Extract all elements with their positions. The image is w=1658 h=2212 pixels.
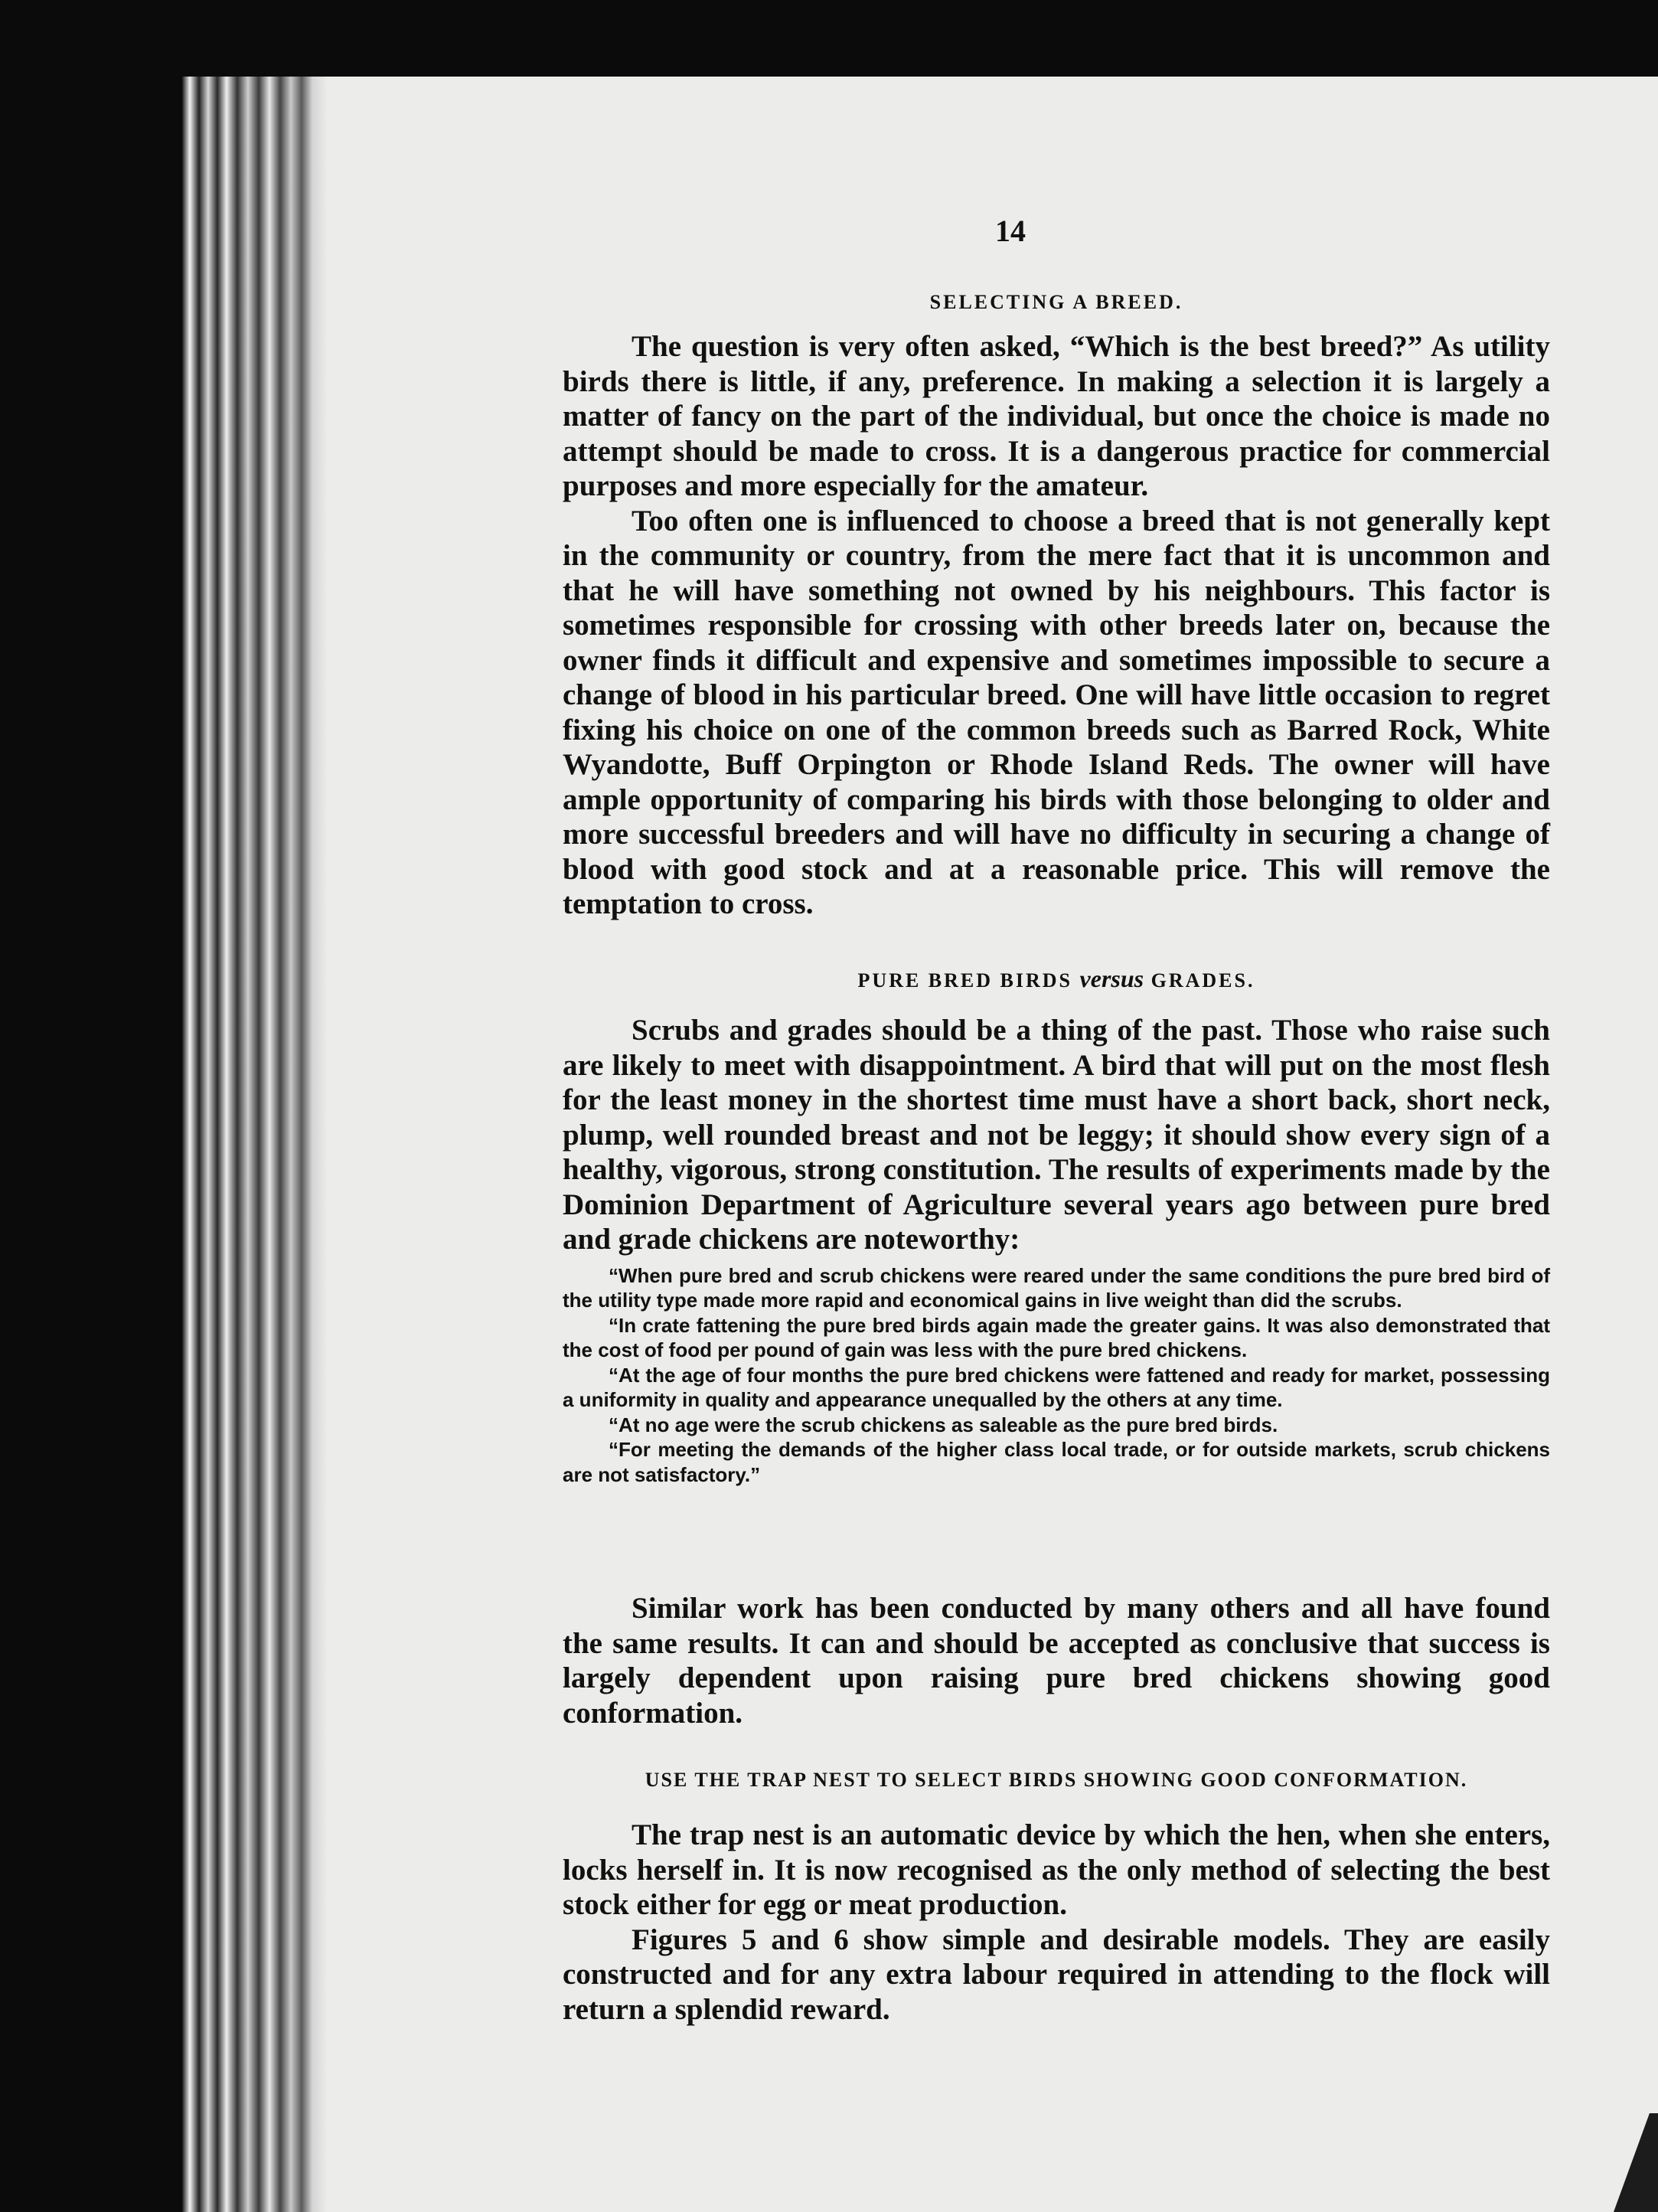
paragraph: Figures 5 and 6 show simple and desirable models. They are easily constructed and for any extra labour required in attending to the flock will return a splendid reward. [563, 1923, 1550, 2026]
quotation: “At the age of four months the pure bred chickens were fattened and ready for market, possessing a uniformity in quality and appearance unequalled by the others at any time. [563, 1363, 1550, 1411]
section-closing-paragraph [563, 1591, 1550, 1730]
section-heading: USE THE TRAP NEST TO SELECT BIRDS SHOWING GOOD CONFORMATION. [645, 1769, 1468, 1791]
section-heading: SELECTING A BREED. [929, 291, 1183, 313]
paragraph: Scrubs and grades should be a thing of the past. Those who raise such are likely to meet with disappointment. A bird that will put on the most flesh for the least money in the shortest time must have a short back, short neck, plump, well rounded breast and not be leggy; it should show every sign of a healthy, vigorous, strong constitution. The results of experiments made by the Dominion Department of Agriculture several years ago between pure bred and grade chickens are noteworthy: [563, 1014, 1550, 1256]
paragraph: Too often one is influenced to choose a breed that is not generally kept in the community or country, from the mere fact that it is uncommon and that he will have something not owned by his neighbours. This factor is sometimes responsible for crossing with other breeds later on, because the owner finds it difficult and expensive and sometimes impossible to secure a change of blood in his particular breed. One will have little occasion to regret fixing his choice on one of the common breeds such as Barred Rock, White Wyandotte, Buff Orpington or Rhode Island Reds. The owner will have ample opportunity of comparing his birds with those belonging to older and more successful breeders and will have no difficulty in securing a change of blood with good stock and at a reasonable price. This will remove the temptation to cross. [563, 504, 1550, 920]
section-trap-nest [563, 1769, 1550, 2027]
section-heading [563, 965, 1550, 993]
section-pure-bred-versus-grades [563, 965, 1550, 1487]
heading-text: GRADES. [1144, 969, 1255, 992]
page-edge-scan-artifact [182, 77, 328, 2212]
page-number: 14 [995, 214, 1026, 248]
quotation: “For meeting the demands of the higher class local trade, or for outside markets, scrub chickens are not satisfactory.” [563, 1438, 1550, 1486]
quotation: “When pure bred and scrub chickens were reared under the same conditions the pure bred bird of the utility type made more rapid and economical gains in live weight than did the scrubs. [563, 1263, 1550, 1312]
heading-italic-text: versus [1079, 965, 1144, 992]
paragraph: The trap nest is an automatic device by which the hen, when she enters, locks herself in. It is now recognised as the only method of selecting the best stock either for egg or meat production. [563, 1818, 1550, 1921]
quotation: “At no age were the scrub chickens as saleable as the pure bred birds. [609, 1413, 1278, 1436]
paragraph: The question is very often asked, “Which is the best breed?” As utility birds there is little, if any, preference. In making a selection it is largely a matter of fancy on the part of the individual, but once the choice is made no attempt should be made to cross. It is a dangerous practice for commercial purposes and more especially for the amateur. [563, 330, 1550, 502]
quotation: “In crate fattening the pure bred birds again made the greater gains. It was also demonstrated that the cost of food per pound of gain was less with the pure bred chickens. [563, 1313, 1550, 1361]
paragraph: Similar work has been conducted by many others and all have found the same results. It can and should be accepted as conclusive that success is largely dependent upon raising pure bred chickens showing good conformation. [563, 1592, 1550, 1730]
section-selecting-a-breed [563, 291, 1550, 922]
heading-text: PURE BRED BIRDS [857, 969, 1080, 992]
